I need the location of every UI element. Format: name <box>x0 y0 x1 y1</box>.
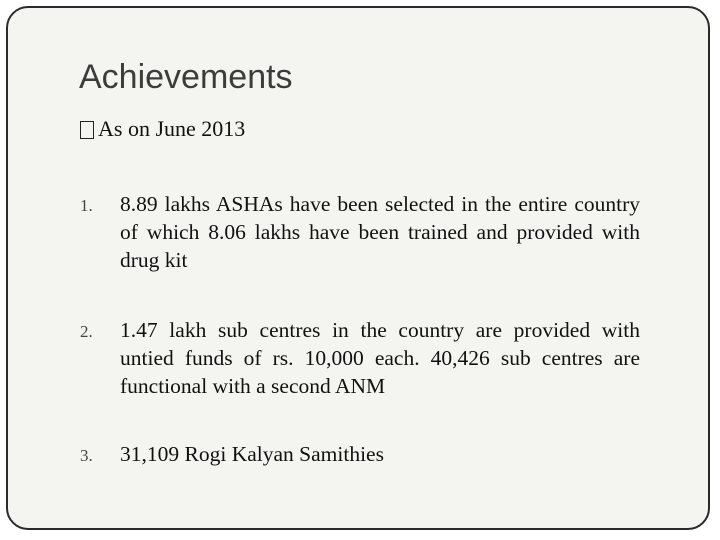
list-item-text: 31,109 Rogi Kalyan Samithies <box>120 442 384 466</box>
bullet-box-icon <box>80 121 94 139</box>
list-item-text: 1.47 lakh sub centres in the country are provided with untied funds of rs. 10,000 each. 40,426 sub centres are functional with a second ANM <box>120 318 640 398</box>
list-item-number: 3. <box>80 446 93 465</box>
subheading <box>80 116 245 142</box>
slide-title: Achievements <box>79 58 293 96</box>
list-item-text: 8.89 lakhs ASHAs have been selected in the entire country of which 8.06 lakhs have been trained and provided with drug kit <box>120 192 640 272</box>
list-item-number: 2. <box>80 322 93 341</box>
list-item-number: 1. <box>80 196 93 215</box>
subheading-text: As on June 2013 <box>98 116 246 141</box>
